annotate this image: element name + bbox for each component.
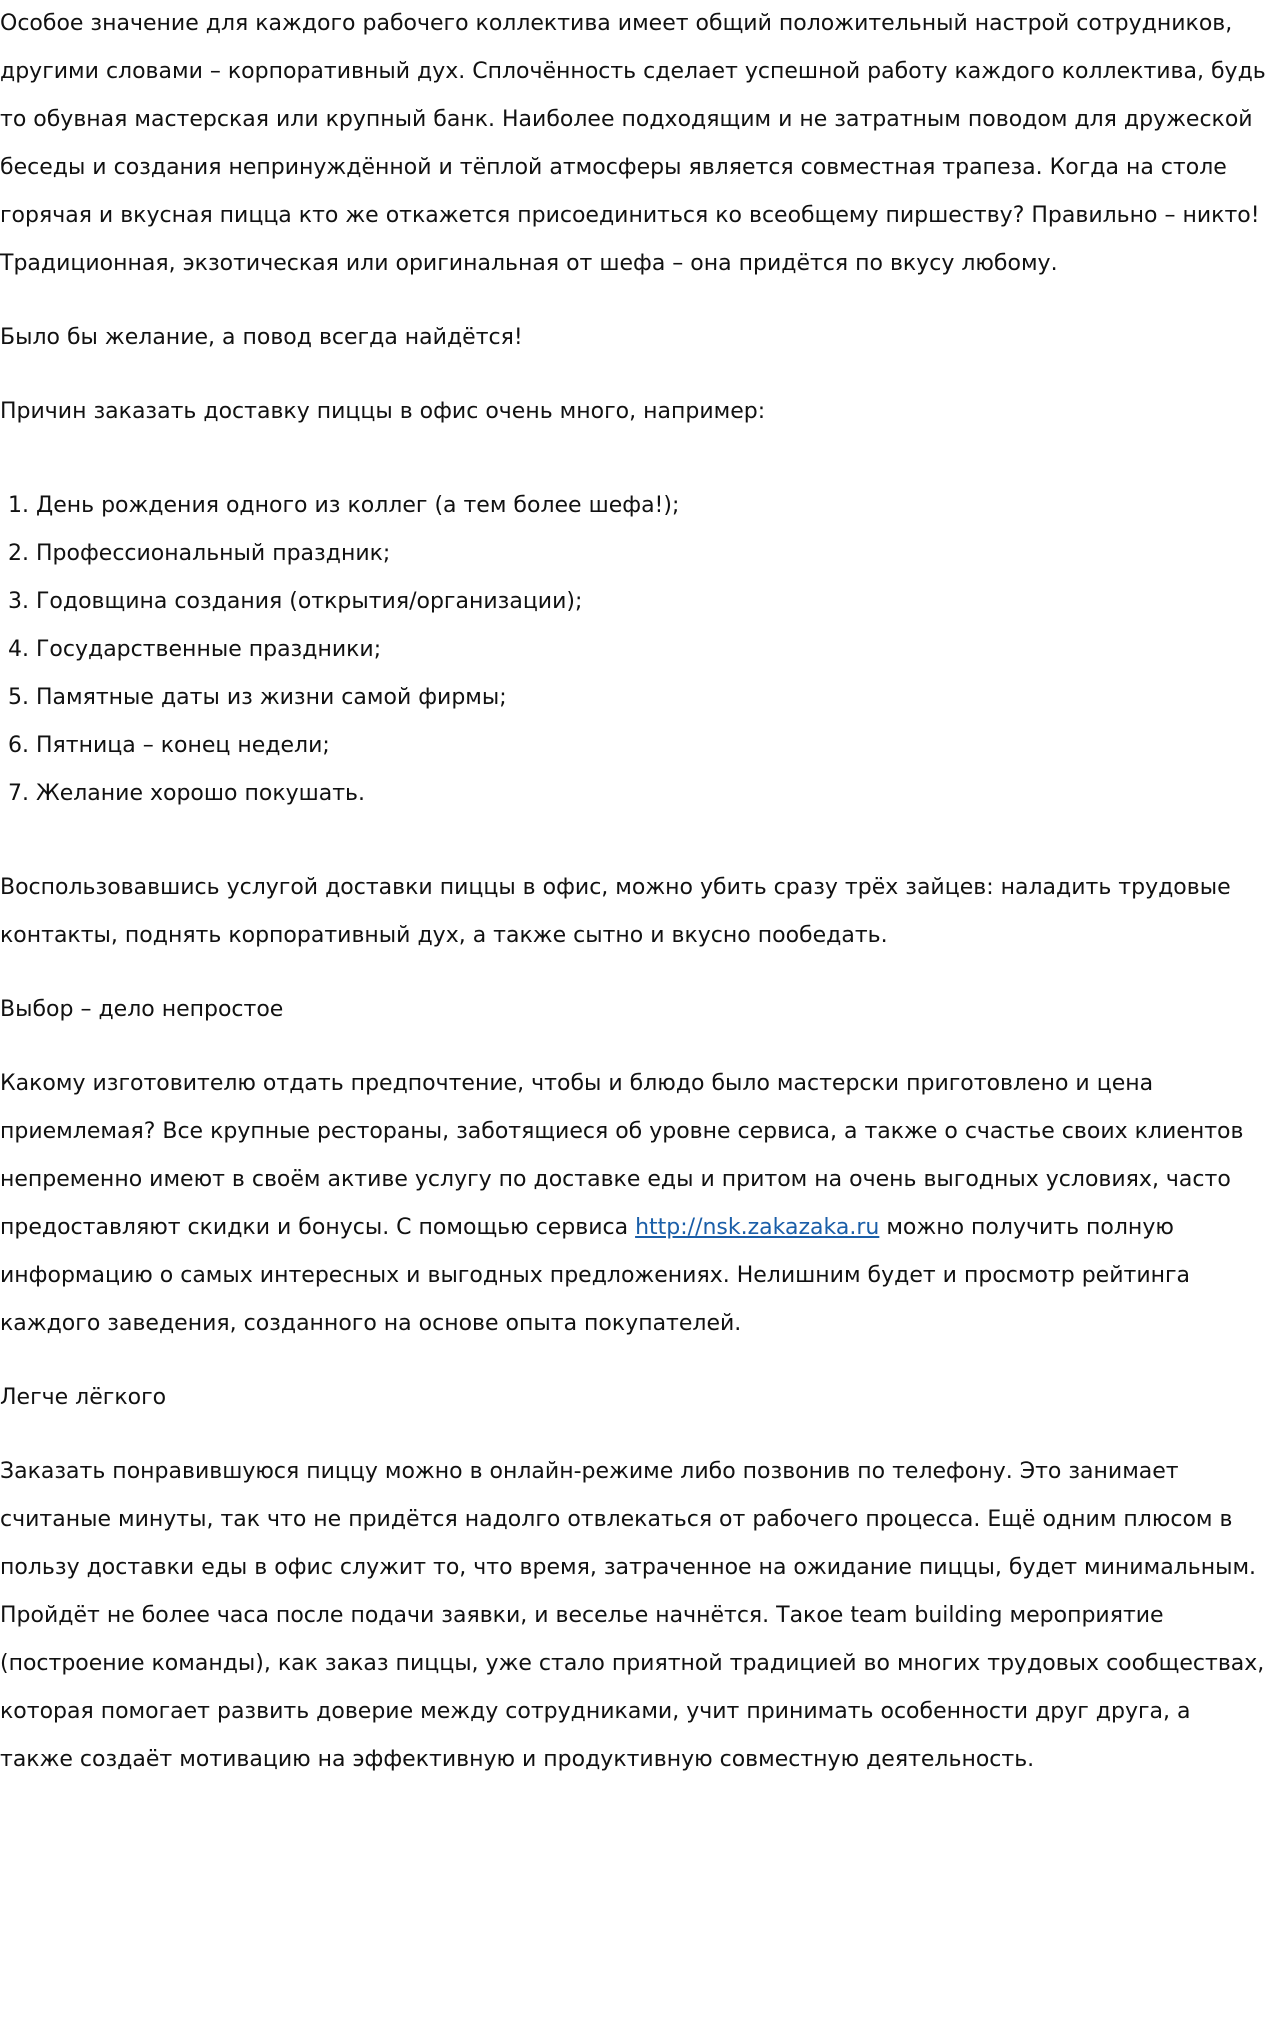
list-item: 5. Памятные даты из жизни самой фирмы;	[36, 674, 1268, 722]
list-item: 7. Желание хорошо покушать.	[36, 770, 1268, 818]
list-item: 3. Годовщина создания (открытия/организации);	[36, 578, 1268, 626]
paragraph-ordering: Заказать понравившуюся пиццу можно в онлайн-режиме либо позвонив по телефону. Это занимает считаные минуты, так что не придётся надолго отвлекаться от рабочего процесса. Ещё одним плюсом в пользу доставки еды в офис служит то, что время, затраченное на ожидание пиццы, будет минимальным. Пройдёт не более часа после подачи заявки, и веселье начнётся. Такое team building мероприятие (построение команды), как заказ пиццы, уже стало приятной традицией во многих трудовых сообществах, которая помогает развить доверие между сотрудниками, учит принимать особенности друг друга, а также создаёт мотивацию на эффективную и продуктивную совместную деятельность.	[0, 1459, 1265, 1772]
subheading-easy: Легче лёгкого	[0, 1385, 167, 1410]
zakazaka-link[interactable]: http://nsk.zakazaka.ru	[635, 1215, 880, 1240]
list-item: 4. Государственные праздники;	[36, 626, 1268, 674]
text: Какому изготовителю отдать предпочтение, чтобы и блюдо было мастерски приготовлено и цена приемлемая? Все крупные рестораны, заботящиеся об уровне сервиса, а также о счастье своих клиентов непременно имеют в своём активе услугу по доставке еды и притом на очень выгодных условиях, часто предоставляют скидки и бонусы. С помощью сервиса	[0, 1071, 1244, 1240]
paragraph-list-intro: Причин заказать доставку пиццы в офис очень много, например:	[0, 399, 766, 424]
paragraph-choice	[0, 1060, 1268, 1348]
list-item: 6. Пятница – конец недели;	[36, 722, 1268, 770]
text: можно получить полную информацию о самых интересных и выгодных предложениях. Нелишним будет и просмотр рейтинга каждого заведения, созданного на основе опыта покупателей.	[0, 1215, 1191, 1336]
paragraph-reason: Было бы желание, а повод всегда найдётся!	[0, 325, 523, 350]
paragraph-benefits: Воспользовавшись услугой доставки пиццы в офис, можно убить сразу трёх зайцев: наладить трудовые контакты, поднять корпоративный дух, а также сытно и вкусно пообедать.	[0, 875, 1231, 948]
paragraph-intro: Особое значение для каждого рабочего коллектива имеет общий положительный настрой сотрудников, другими словами – корпоративный дух. Сплочённость сделает успешной работу каждого коллектива, будь то обувная мастерская или крупный банк. Наиболее подходящим и не затратным поводом для дружеской беседы и создания непринуждённой и тёплой атмосферы является совместная трапеза. Когда на столе горячая и вкусная пицца кто же откажется присоединиться ко всеобщему пиршеству? Правильно – никто! Традиционная, экзотическая или оригинальная от шефа – она придётся по вкусу любому.	[0, 11, 1266, 276]
list-item: 1. День рождения одного из коллег (а тем более шефа!);	[36, 482, 1268, 530]
list-item: 2. Профессиональный праздник;	[36, 530, 1268, 578]
reasons-list	[0, 482, 1268, 818]
subheading-choice: Выбор – дело непростое	[0, 997, 284, 1022]
